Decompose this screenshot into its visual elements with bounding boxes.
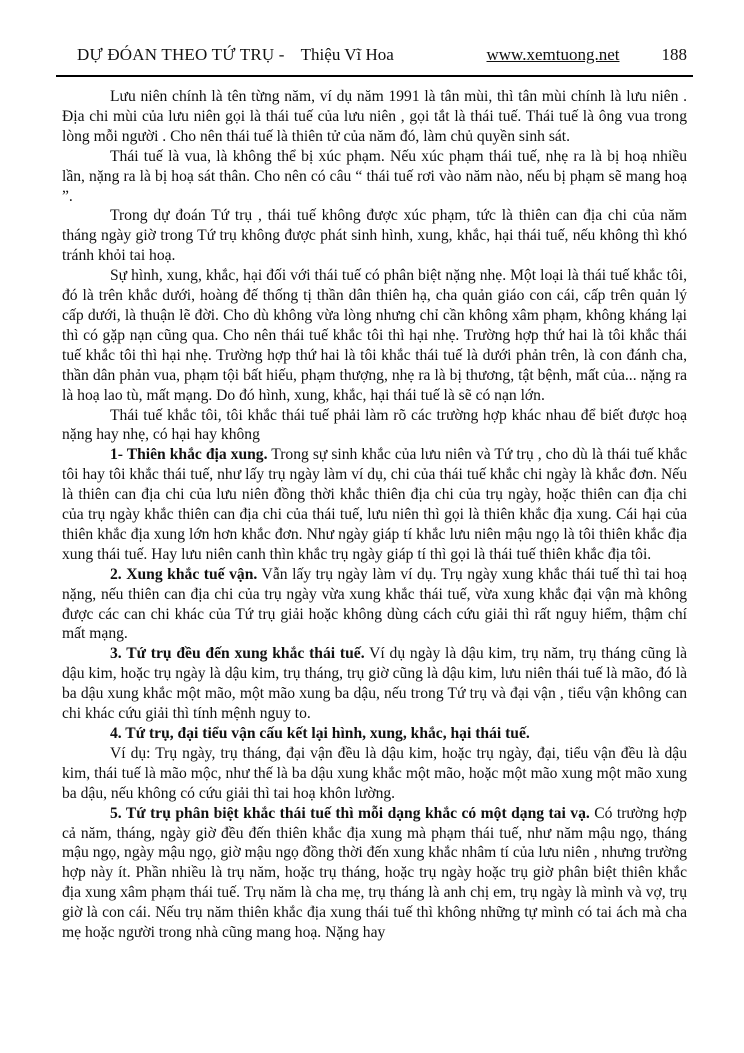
body-text (62, 87, 687, 943)
paragraph (62, 724, 687, 744)
page-number: 188 (661, 45, 687, 64)
paragraph: Lưu niên chính là tên từng năm, ví dụ năm 1991 là tân mùi, thì tân mùi chính là lưu niên . Địa chi mùi của lưu niên gọi là thái tuế của lưu niên , gọi tắt là thái tuế. Thái tuế là ông vua trong lòng mỗi người . Cho nên thái tuế là thiên tử của năm đó, làm chủ quyền sinh sát. (62, 88, 687, 145)
book-title: DỰ ĐÓAN THEO TỨ TRỤ - (77, 45, 285, 64)
paragraph: 3. Tứ trụ đều đến xung khắc thái tuế. Ví dụ ngày là dậu kim, trụ năm, trụ tháng cũng là dậu kim, hoặc trụ ngày là dậu kim, trụ tháng, trụ giờ cũng là dậu kim, lưu niên thái tuế là mão, đó là ba dậu xung khắc một mão, một mão xung ba dậu, nếu trong Tứ trụ và đại vận , tiểu vận không can chi khác cứu giải thì tính mệnh nguy to. (62, 645, 687, 723)
paragraph: 1- Thiên khắc địa xung. Trong sự sinh khắc của lưu niên và Tứ trụ , cho dù là thái tuế khắc tôi hay tôi khắc thái tuế, như lấy trụ ngày làm ví dụ, chi của thái tuế khắc chi ngày là khắc đơn. Nếu là thiên can địa chi của lưu niên đồng thời khắc thiên địa chi của trụ ngày, hoặc thiên can địa chi của trụ ngày khắc thiên can địa chi của thái tuế, lưu niên thì gọi là thiên khắc địa xung. Cái hại của thiên khắc địa xung lớn hơn khắc đơn. Như ngày giáp tí khắc lưu niên mậu ngọ là tôi thiên khắc địa xung thái tuế. Hay lưu niên canh thìn khắc trụ ngày giáp tí thì gọi là thái tuế thiên khắc địa tôi. (62, 446, 687, 563)
author-name: Thiệu Vĩ Hoa (300, 45, 394, 64)
paragraph: Thái tuế là vua, là không thể bị xúc phạm. Nếu xúc phạm thái tuế, nhẹ ra là bị hoạ nhiều lần, nặng ra là bị hoạ sát thân. Cho nên có câu “ thái tuế rơi vào năm nào, nếu bị phạm sẽ mang hoạ ”. (62, 147, 687, 205)
paragraph-lead: 5. Tứ trụ phân biệt khắc thái tuế thì mỗi dạng khắc có một dạng tai vạ. (110, 804, 590, 822)
paragraph: 5. Tứ trụ phân biệt khắc thái tuế thì mỗi dạng khắc có một dạng tai vạ. Có trường hợp cả năm, tháng, ngày giờ đều đến thiên khắc địa xung mà phạm thái tuế, như năm mậu ngọ, tháng mậu ngọ, ngày mậu ngọ, giờ mậu ngọ đồng thời đến xung khắc nhâm tí của lưu niên , nhưng trường hợp này ít. Phần nhiều là trụ năm, hoặc trụ tháng, hoặc trụ ngày hoặc trụ giờ phân biệt thiên khắc địa xung xâm phạm thái tuế. Trụ năm là cha mẹ, trụ tháng là anh chị em, trụ ngày là mình và vợ, trụ giờ là con cái. Nếu trụ năm thiên khắc địa xung thái tuế thì không những tự mình có tai ách mà cha mẹ hoặc người trong nhà cũng mang hoạ. Nặng hay (62, 804, 687, 942)
paragraph: Sự hình, xung, khắc, hại đối với thái tuế có phân biệt nặng nhẹ. Một loại là thái tuế khắc tôi, đó là trên khắc dưới, hoàng đế thống tị thần dân thiên hạ, cha quản giáo con cái, cấp trên quản lý cấp dưới, là thuận lẽ đời. Cho dù không vừa lòng nhưng chỉ cần không xâm phạm, không kháng lại thì có gặp nạn cũng qua. Cho nên thái tuế khắc tôi thì hại nhẹ. Trường hợp thứ hai là tôi khắc thái tuế khắc tôi thì hại nhẹ. Trường hợp thứ hai là tôi khắc thái tuế là dưới phản trên, là con đánh cha, thần dân phản vua, phạm tội bất hiếu, phạm thượng, nhẹ ra là bị thương, tật bệnh, mất của... nặng ra là hoạ lao tù, mất mạng. Do đó hình, xung, khắc, hại thái tuế là sẽ có nạn lớn. (62, 267, 687, 404)
paragraph: Ví dụ: Trụ ngày, trụ tháng, đại vận đều là dậu kim, hoặc trụ ngày, đại, tiểu vận đều là dậu kim, thái tuế là mão mộc, như thế là ba dậu xung khắc một mão, hoặc một mão xung một mão xung ba dậu, nếu không có cứu giải thì tai hoạ khôn lường. (62, 744, 687, 802)
paragraph-lead: 4. Tứ trụ, đại tiểu vận cấu kết lại hình, xung, khắc, hại thái tuế. (110, 725, 530, 742)
website-url: www.xemtuong.net (486, 45, 620, 64)
paragraph: Thái tuế khắc tôi, tôi khắc thái tuế phải làm rõ các trường hợp khác nhau để biết được hoạ nặng hay nhẹ, có hại hay không (62, 406, 687, 444)
paragraph-lead: 1- Thiên khắc địa xung. (110, 446, 268, 464)
page-header (62, 44, 687, 66)
paragraph: 2. Xung khắc tuế vận. Vẫn lấy trụ ngày làm ví dụ. Trụ ngày xung khắc thái tuế thì tai hoạ nặng, nếu thiên can địa chi của trụ ngày vừa xung khắc thái tuế, vừa xung khắc đại vận mà không được các can chi khác của Tứ trụ giải hoặc không dùng cách cứu giải thì rất nguy hiểm, thậm chí mất mạng. (62, 565, 687, 643)
paragraph: Trong dự đoán Tứ trụ , thái tuế không được xúc phạm, tức là thiên can địa chi của năm tháng ngày giờ trong Tứ trụ không được phát sinh hình, xung, khắc, hại thái tuế, nếu không thì khó tránh khỏi tai hoạ. (62, 207, 687, 265)
header-divider (56, 75, 693, 77)
paragraph-lead: 3. Tứ trụ đều đến xung khắc thái tuế. (110, 645, 365, 663)
paragraph-lead: 2. Xung khắc tuế vận. (110, 565, 258, 583)
